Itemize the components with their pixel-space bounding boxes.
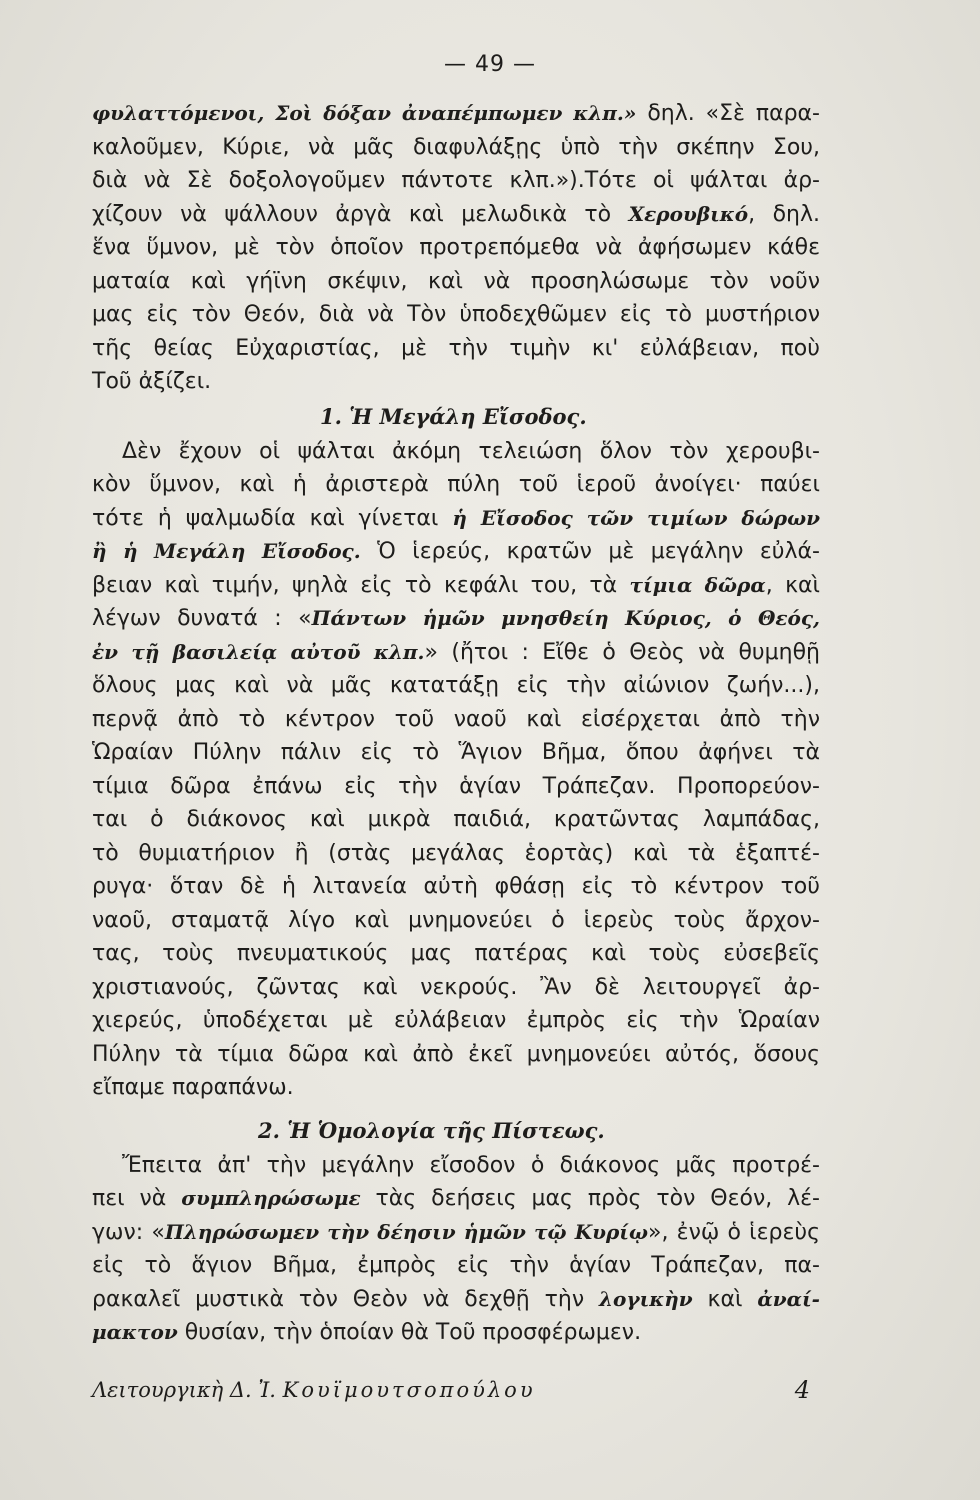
emphasis: ἀναί-: [757, 1286, 820, 1311]
text-line: ρυγα· ὅταν δὲ ἡ λιτανεία αὐτὴ φθάσῃ εἰς τὸ κέντρον τοῦ: [92, 874, 820, 899]
text-line: Ἔπειτα ἀπ' τὴν μεγάλην εἴσοδον ὁ διάκονος μᾶς προτρέ-: [122, 1152, 820, 1178]
text-line: τας, τοὺς πνευματικούς μας πατέρας καὶ τοὺς εὐσεβεῖς: [92, 941, 820, 966]
text-line: [92, 198, 820, 232]
text-line: χιερεύς, ὑποδέχεται μὲ εὐλάβειαν ἐμπρὸς εἰς τὴν Ὡραίαν: [92, 1008, 820, 1033]
text-line: καλοῦμεν, Κύριε, νὰ μᾶς διαφυλάξῃς ὑπὸ τὴν σκέπην Σου,: [92, 134, 820, 160]
text-line: [92, 636, 820, 670]
text-line: ματαία καὶ γήϊνη σκέψιν, καὶ νὰ προσηλώσωμε τὸν νοῦν: [92, 268, 820, 294]
emphasis: ἐν τῇ βασιλείᾳ αὐτοῦ κλπ.: [92, 639, 425, 664]
text-line: κὸν ὕμνον, καὶ ἡ ἀριστερὰ πύλη τοῦ ἱεροῦ ἀνοίγει· παύει: [92, 472, 820, 497]
emphasis: συμπληρώσωμε: [181, 1186, 361, 1210]
footer-title-prefix: Λειτουργικὴ Δ. Ἰ.: [92, 1378, 283, 1402]
emphasis: Πάντων ἡμῶν μνησθείη Κύριος, ὁ Θεός,: [311, 606, 820, 630]
text-line: τῆς θείας Εὐχαριστίας, μὲ τὴν τιμὴν κι' εὐλάβειαν, ποὺ: [92, 335, 820, 361]
text-line: [92, 97, 820, 131]
text-line: [92, 1316, 820, 1350]
text-span: βειαν καὶ τιμήν, ψηλὰ εἰς τὸ κεφάλι του, τὰ: [92, 572, 630, 598]
emphasis: φυλαττόμενοι, Σοὶ δόξαν ἀναπέμπωμεν κλπ.»: [92, 101, 637, 125]
emphasis: μακτον: [92, 1320, 178, 1344]
text-line: Δὲν ἔχουν οἱ ψάλται ἀκόμη τελειώση ὅλον τὸν χερουβι-: [122, 438, 820, 464]
text-span: ρακαλεῖ μυστικὰ τὸν Θεὸν νὰ δεχθῇ τὴν: [92, 1286, 599, 1312]
text-line: [92, 502, 820, 536]
emphasis: Χερουβικό: [628, 201, 749, 226]
text-line: ται ὁ διάκονος καὶ μικρὰ παιδιά, κρατῶντας λαμπάδας,: [92, 807, 820, 832]
emphasis: τίμια δῶρα: [629, 572, 766, 597]
text-line: Τοῦ ἀξίζει.: [92, 369, 212, 394]
text-line: [92, 535, 820, 569]
text-span: πει νὰ: [92, 1186, 182, 1211]
text-line: [92, 1182, 820, 1216]
text-span: τὰς δεήσεις μας πρὸς τὸν Θεόν, λέ-: [360, 1186, 820, 1211]
text-line: [92, 602, 820, 636]
text-line: ναοῦ, σταματᾷ λίγο καὶ μνημονεύει ὁ ἱερεὺς τοὺς ἄρχον-: [92, 907, 820, 933]
emphasis: ἢ ἡ Μεγάλη Εἴσοδος.: [92, 539, 361, 563]
text-span: , καὶ: [765, 572, 820, 598]
emphasis: Πληρώσωμεν τὴν δέησιν ἡμῶν τῷ Κυρίῳ: [164, 1219, 649, 1244]
text-span: λέγων δυνατά : «: [92, 606, 312, 631]
text-line: ἕνα ὕμνον, μὲ τὸν ὁποῖον προτρεπόμεθα νὰ ἀφήσωμεν κάθε: [92, 235, 820, 260]
text-line: τὸ θυμιατήριον ἢ (στὰς μεγάλας ἑορτὰς) καὶ τὰ ἑξαπτέ-: [92, 840, 820, 866]
page-footer: [92, 1372, 810, 1408]
text-line: εἴπαμε παραπάνω.: [92, 1075, 294, 1100]
section-heading-1: 1. Ἡ Μεγάλη Εἴσοδος.: [320, 403, 587, 429]
text-line: Ὡραίαν Πύλην πάλιν εἰς τὸ Ἅγιον Βῆμα, ὅπου ἀφήνει τὰ: [92, 740, 820, 765]
text-line: [92, 569, 820, 603]
text-span: , δηλ.: [748, 201, 821, 227]
text-span: γων: «: [92, 1219, 165, 1245]
text-span: χίζουν νὰ ψάλλουν ἀργὰ καὶ μελωδικὰ τὸ: [92, 201, 629, 227]
text-line: εἰς τὸ ἅγιον Βῆμα, ἐμπρὸς εἰς τὴν ἁγίαν Τράπεζαν, πα-: [92, 1253, 820, 1278]
text-line: τίμια δῶρα ἐπάνω εἰς τὴν ἁγίαν Τράπεζαν. Προπορεύον-: [92, 773, 820, 799]
text-line: μας εἰς τὸν Θεόν, διὰ νὰ Τὸν ὑποδεχθῶμεν εἰς τὸ μυστήριον: [92, 302, 820, 327]
text-line: [92, 1283, 820, 1317]
footer-title: [92, 1372, 536, 1408]
text-span: θυσίαν, τὴν ὁποίαν θὰ Τοῦ προσφέρωμεν.: [177, 1320, 642, 1345]
text-line: [92, 1216, 820, 1250]
signature-number: 4: [794, 1376, 810, 1404]
footer-title-author: Κουϊμουτσοπούλου: [282, 1378, 536, 1402]
text-span: καὶ: [692, 1286, 758, 1312]
text-line: ὅλους μας καὶ νὰ μᾶς κατατάξῃ εἰς τὴν αἰώνιον ζωήν...),: [92, 673, 820, 698]
text-span: Ὁ ἱερεύς, κρατῶν μὲ μεγάλην εὐλά-: [360, 539, 820, 564]
text-span: » (ἤτοι : Εἴθε ὁ Θεὸς νὰ θυμηθῇ: [424, 639, 820, 665]
emphasis: λογικὴν: [599, 1286, 693, 1311]
page-body: [92, 97, 820, 1350]
text-span: δηλ. «Σὲ παρα-: [636, 101, 820, 126]
text-line: Πύλην τὰ τίμια δῶρα καὶ ἀπὸ ἐκεῖ μνημονεύει αὐτός, ὅσους: [92, 1041, 820, 1067]
text-span: », ἐνῷ ὁ ἱερεὺς: [648, 1219, 820, 1245]
text-span: τότε ἡ ψαλμωδία καὶ γίνεται: [92, 505, 453, 531]
page-number: — 49 —: [444, 52, 536, 77]
text-line: διὰ νὰ Σὲ δοξολογοῦμεν πάντοτε κλπ.»).Τότε οἱ ψάλται ἀρ-: [92, 168, 820, 193]
text-line: περνᾷ ἀπὸ τὸ κέντρον τοῦ ναοῦ καὶ εἰσέρχεται ἀπὸ τὴν: [92, 706, 820, 732]
section-heading-2: 2. Ἡ Ὁμολογία τῆς Πίστεως.: [258, 1117, 605, 1143]
emphasis: ἡ Εἴσοδος τῶν τιμίων δώρων: [452, 505, 821, 530]
text-line: χριστιανούς, ζῶντας καὶ νεκρούς. Ἂν δὲ λειτουργεῖ ἀρ-: [92, 974, 820, 1000]
